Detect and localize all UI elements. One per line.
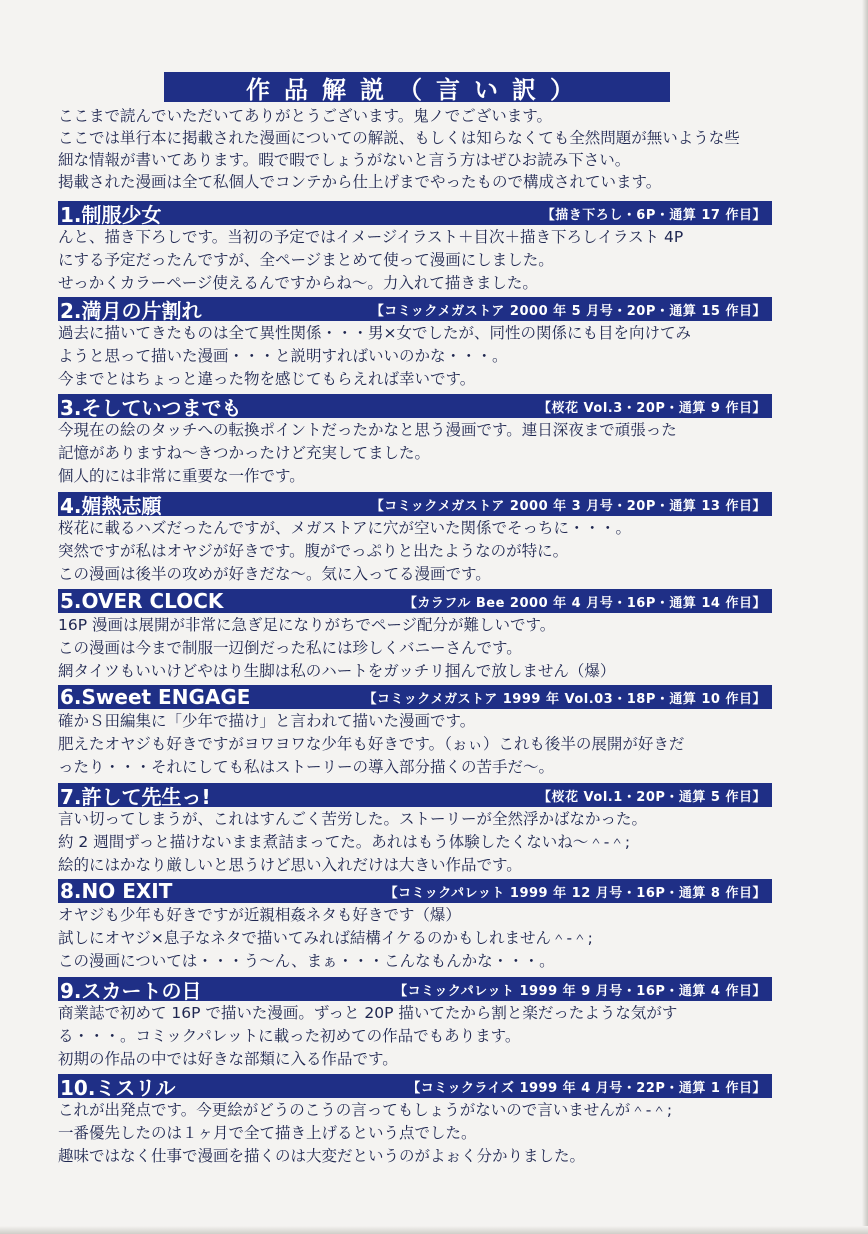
section-line: 商業誌で初めて 16P で描いた漫画。ずっと 20P 描いてたから割と楽だったような気がす <box>58 1004 678 1022</box>
section-line: 記憶がありますね～きつかったけど充実してました。 <box>58 444 431 462</box>
section-line: 肥えたオヤジも好きですがヨワヨワな少年も好きです。（ぉぃ）これも後半の展開が好きだ <box>58 735 685 753</box>
work-section <box>58 1074 772 1168</box>
page-edge-shadow <box>862 0 868 1234</box>
work-section <box>58 783 772 877</box>
section-title: 10.ミスリル <box>60 1075 176 1100</box>
section-header <box>58 394 772 418</box>
section-meta: 【コミックパレット 1999 年 12 月号・16P・通算 8 作目】 <box>384 885 766 901</box>
work-section <box>58 201 772 295</box>
section-line: 一番優先したのは１ヶ月で全て描き上げるという点でした。 <box>58 1124 477 1142</box>
section-title: 2.満月の片割れ <box>60 298 202 323</box>
page-bottom-shadow <box>0 1226 868 1234</box>
intro-line: 掲載された漫画は全て私個人でコンテから仕上げまでやったもので構成されています。 <box>58 173 662 191</box>
section-header <box>58 589 772 613</box>
section-line: にする予定だったんですが、全ページまとめて使って漫画にしました。 <box>58 251 554 269</box>
section-title: 7.許して先生っ! <box>60 784 211 809</box>
section-line: 過去に描いてきたものは全て異性関係・・・男×女でしたが、同性の関係にも目を向けてみ <box>58 324 691 342</box>
intro-line: ここまで読んでいただいてありがとうございます。鬼ノでございます。 <box>58 107 552 125</box>
work-section <box>58 879 772 973</box>
section-title: 5.OVER CLOCK <box>60 589 224 613</box>
section-title: 3.そしていつまでも <box>60 395 242 420</box>
section-meta: 【コミックパレット 1999 年 9 月号・16P・通算 4 作目】 <box>394 983 766 999</box>
section-meta: 【コミックメガストア 1999 年 Vol.03・18P・通算 10 作目】 <box>363 691 766 707</box>
section-line: 約 2 週間ずっと描けないまま煮詰まってた。あれはもう体験したくないね～＾-＾; <box>58 833 631 851</box>
section-meta: 【コミックメガストア 2000 年 5 月号・20P・通算 15 作目】 <box>370 303 766 319</box>
work-section <box>58 492 772 586</box>
section-header <box>58 783 772 807</box>
page-title: 作品解説（言い訳） <box>164 72 670 102</box>
section-line: 個人的には非常に重要な一作です。 <box>58 467 305 485</box>
section-title: 1.制服少女 <box>60 202 162 227</box>
section-line: この漫画については・・・う～ん、まぁ・・・こんなもんかな・・・。 <box>58 952 555 970</box>
work-section <box>58 394 772 488</box>
section-header <box>58 685 772 709</box>
section-line: この漫画は今まで制服一辺倒だった私には珍しくバニーさんです。 <box>58 639 522 657</box>
intro-text <box>58 105 778 193</box>
section-header <box>58 201 772 225</box>
section-header <box>58 297 772 321</box>
work-section <box>58 977 772 1071</box>
section-line: 初期の作品の中では好きな部類に入る作品です。 <box>58 1050 398 1068</box>
section-header <box>58 879 772 903</box>
section-meta: 【カラフル Bee 2000 年 4 月号・16P・通算 14 作目】 <box>403 595 766 611</box>
section-line: 言い切ってしまうが、これはすんごく苦労した。ストーリーが全然浮かばなかった。 <box>58 810 648 828</box>
section-title: 4.媚熱志願 <box>60 493 162 518</box>
section-line: 桜花に載るハズだったんですが、メガストアに穴が空いた関係でそっちに・・・。 <box>58 519 632 537</box>
section-line: 突然ですが私はオヤジが好きです。腹がでっぷりと出たようなのが特に。 <box>58 542 569 560</box>
section-line: 今現在の絵のタッチへの転換ポイントだったかなと思う漫画です。連日深夜まで頑張った <box>58 421 677 439</box>
section-meta: 【コミックメガストア 2000 年 3 月号・20P・通算 13 作目】 <box>370 498 766 514</box>
section-title: 8.NO EXIT <box>60 879 173 903</box>
section-header <box>58 1074 772 1098</box>
section-line: せっかくカラーページ使えるんですからね～。力入れて描きました。 <box>58 274 538 292</box>
section-line: 確かＳ田編集に「少年で描け」と言われて描いた漫画です。 <box>58 712 476 730</box>
work-section <box>58 297 772 391</box>
intro-line: 細な情報が書いてあります。暇で暇でしょうがないと言う方はぜひお読み下さい。 <box>58 151 631 169</box>
section-line: これが出発点です。今更絵がどうのこうの言ってもしょうがないので言いませんが＾-＾; <box>58 1101 673 1119</box>
section-meta: 【描き下ろし・6P・通算 17 作目】 <box>541 207 766 223</box>
section-line: 今までとはちょっと違った物を感じてもらえれば幸いです。 <box>58 370 476 388</box>
section-line: この漫画は後半の攻めが好きだな～。気に入ってる漫画です。 <box>58 565 491 583</box>
section-line: 趣味ではなく仕事で漫画を描くのは大変だというのがよぉく分かりました。 <box>58 1147 586 1165</box>
section-meta: 【桜花 Vol.3・20P・通算 9 作目】 <box>538 400 766 416</box>
section-header <box>58 977 772 1001</box>
section-title: 9.スカートの日 <box>60 978 202 1003</box>
section-line: る・・・。コミックパレットに載った初めての作品でもあります。 <box>58 1027 521 1045</box>
section-meta: 【コミックライズ 1999 年 4 月号・22P・通算 1 作目】 <box>407 1080 766 1096</box>
section-line: 試しにオヤジ×息子なネタで描いてみれば結構イケるのかもしれません＾-＾; <box>58 929 593 947</box>
section-meta: 【桜花 Vol.1・20P・通算 5 作目】 <box>538 789 766 805</box>
section-title: 6.Sweet ENGAGE <box>60 685 251 709</box>
section-line: オヤジも少年も好きですが近親相姦ネタも好きです（爆） <box>58 906 461 924</box>
section-line: 16P 漫画は展開が非常に急ぎ足になりがちでページ配分が難しいです。 <box>58 616 556 634</box>
section-line: ようと思って描いた漫画・・・と説明すればいいのかな・・・。 <box>58 347 508 365</box>
intro-line: ここでは単行本に掲載された漫画についての解説、もしくは知らなくても全然問題が無いような些 <box>58 129 740 147</box>
section-line: 網タイツもいいけどやはり生脚は私のハートをガッチリ掴んで放しません（爆） <box>58 662 616 680</box>
section-line: ったり・・・それにしても私はストーリーの導入部分描くの苦手だ～。 <box>58 758 555 776</box>
section-line: 絵的にはかなり厳しいと思うけど思い入れだけは大きい作品です。 <box>58 856 522 874</box>
section-header <box>58 492 772 516</box>
section-line: んと、描き下ろしです。当初の予定ではイメージイラスト＋目次＋描き下ろしイラスト 4P <box>58 228 684 246</box>
work-section <box>58 589 772 683</box>
work-section <box>58 685 772 779</box>
